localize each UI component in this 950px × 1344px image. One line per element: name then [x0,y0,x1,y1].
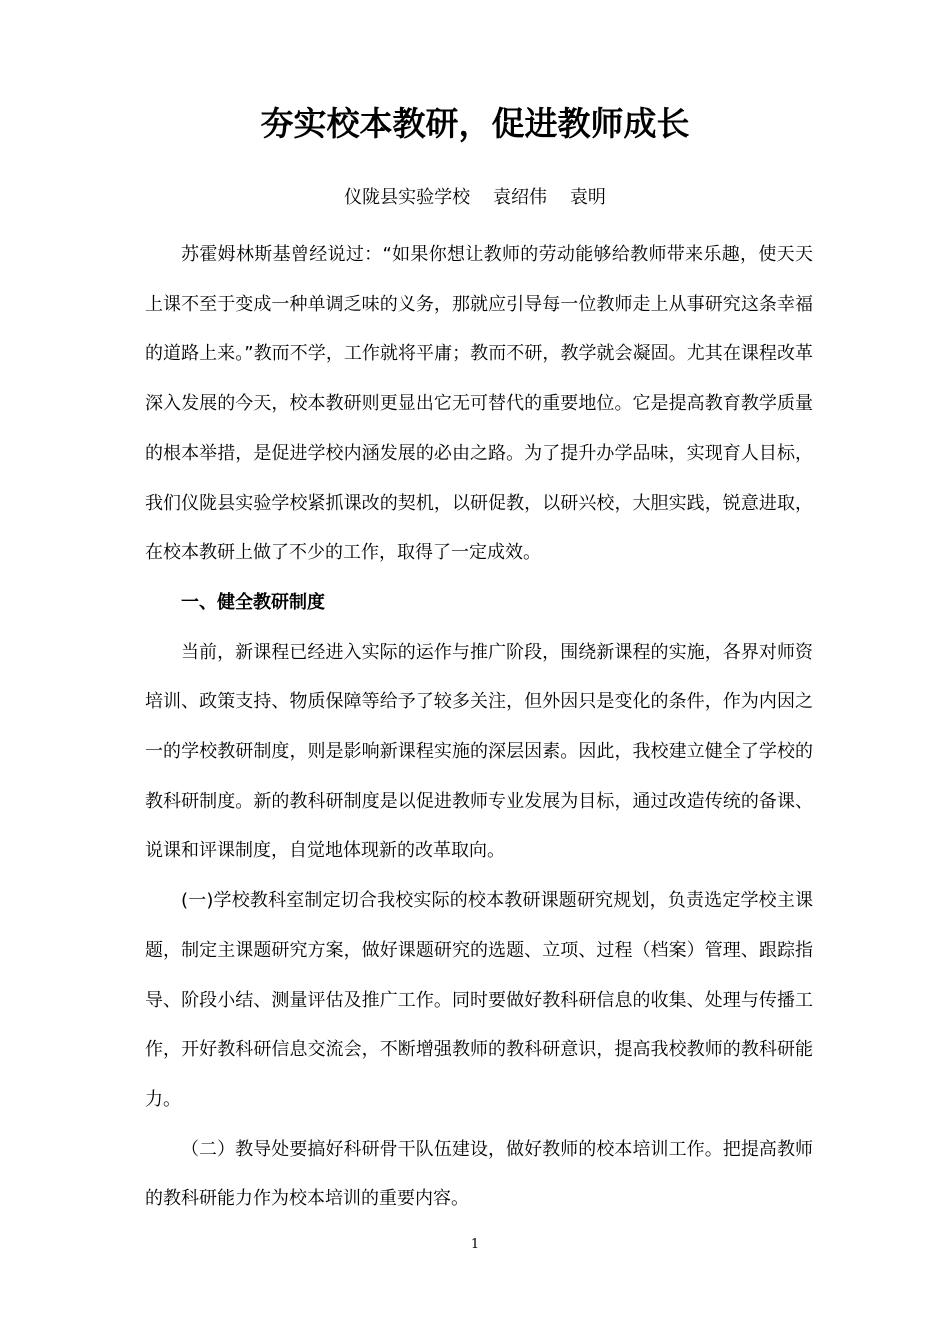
paragraph: 当前，新课程已经进入实际的运作与推广阶段，围绕新课程的实施，各界对师资培训、政策支持、物质保障等给予了较多关注，但外因只是变化的条件，作为内因之一的学校教研制度，则是影响新课程实施的深层因素。因此，我校建立健全了学校的教科研制度。新的教科研制度是以促进教师专业发展为目标，通过改造传统的备课、说课和评课制度，自觉地体现新的改革取向。 [145,641,813,862]
paragraph: 苏霍姆林斯基曾经说过：“如果你想让教师的劳动能够给教师带来乐趣，使天天上课不至于变成一种单调乏味的义务，那就应引导每一位教师走上从事研究这条幸福的道路上来。”教而不学，工作就将平庸；教而不研，教学就会凝固。尤其在课程改革深入发展的今天，校本教研则更显出它无可替代的重要地位。它是提高教育教学质量的根本举措，是促进学校内涵发展的必由之路。为了提升办学品味，实现育人目标，我们仪陇县实验学校紧抓课改的契机，以研促教，以研兴校，大胆实践，锐意进取，在校本教研上做了不少的工作，取得了一定成效。 [145,244,813,564]
page-number: 1 [470,1237,480,1252]
document-title: 夯实校本教研，促进教师成长 [260,104,690,143]
author-byline: 仪陇县实验学校 袁绍伟 袁明 [344,187,606,208]
document-body [145,230,813,1224]
paragraph: (一)学校教科室制定切合我校实际的校本教研课题研究规划，负责选定学校主课题，制定主课题研究方案，做好课题研究的选题、立项、过程（档案）管理、跟踪指导、阶段小结、测量评估及推广工作。同时要做好教科研信息的收集、处理与传播工作，开好教科研信息交流会，不断增强教师的教科研意识，提高我校教师的教科研能力。 [145,890,813,1110]
section-heading: 一、健全教研制度 [181,591,325,613]
paragraph: （二）教导处要搞好科研骨干队伍建设，做好教师的校本培训工作。把提高教师的教科研能力作为校本培训的重要内容。 [145,1138,813,1210]
